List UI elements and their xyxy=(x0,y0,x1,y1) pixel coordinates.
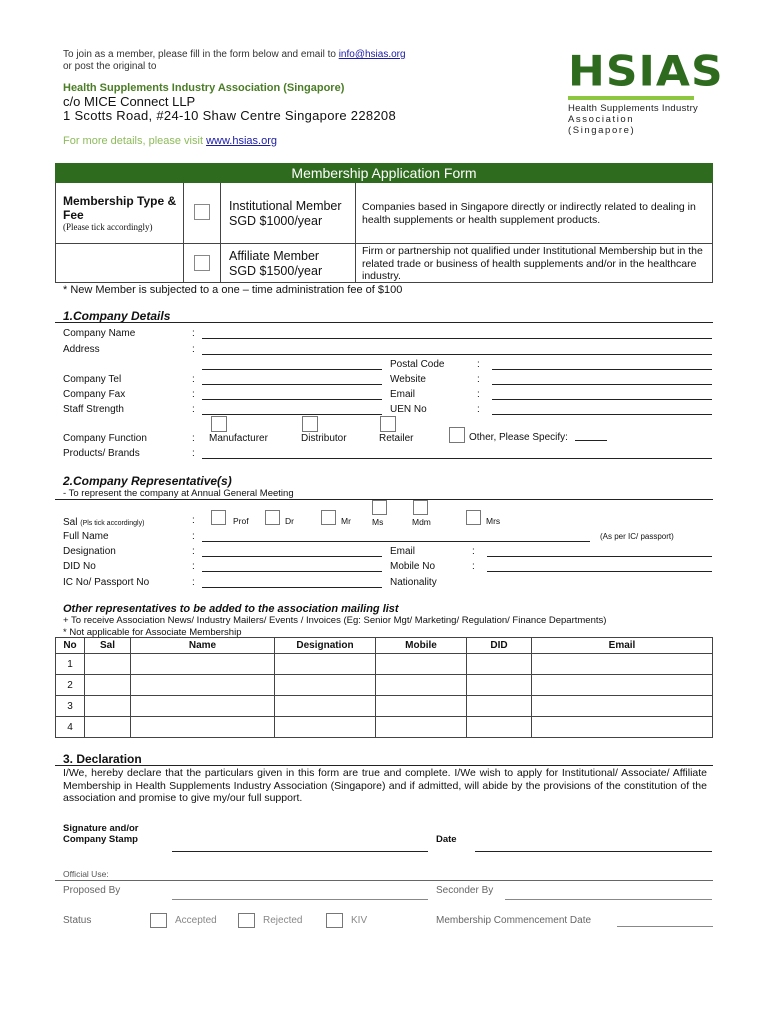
seconder-by-label: Seconder By xyxy=(436,885,494,896)
address-field[interactable] xyxy=(202,354,712,355)
name-cell[interactable] xyxy=(131,696,275,717)
rejected-label: Rejected xyxy=(263,915,303,926)
email-cell[interactable] xyxy=(532,696,713,717)
colon: : xyxy=(472,546,475,557)
retailer-label: Retailer xyxy=(379,433,414,444)
colon: : xyxy=(192,344,195,355)
designation-cell[interactable] xyxy=(275,696,376,717)
nationality-label: Nationality xyxy=(390,577,437,588)
accepted-checkbox[interactable] xyxy=(150,913,167,928)
mrs-label: Mrs xyxy=(486,516,501,526)
details-label: For more details, please visit xyxy=(63,135,203,147)
others-heading: Other representatives to be added to the association mailing list xyxy=(63,603,399,615)
colon: : xyxy=(192,448,195,459)
colon: : xyxy=(192,404,195,415)
membership-col-divider1 xyxy=(183,183,184,283)
dr-label: Dr xyxy=(285,516,294,526)
logo-line1: Health Supplements Industry xyxy=(568,103,699,114)
institutional-desc: Companies based in Singapore directly or indirectly related to dealing in health supplements or health supplement products. xyxy=(362,201,696,226)
seconder-by-field[interactable] xyxy=(505,899,712,900)
signature-field[interactable] xyxy=(172,851,428,852)
ms-label: Ms xyxy=(372,517,384,527)
table-row xyxy=(56,696,713,717)
staff-strength-field[interactable] xyxy=(202,414,382,415)
company-email-field[interactable] xyxy=(492,399,712,400)
manufacturer-label: Manufacturer xyxy=(209,433,268,444)
commencement-label: Membership Commencement Date xyxy=(436,915,592,926)
did-cell[interactable] xyxy=(467,654,532,675)
affiliate-info xyxy=(229,249,322,279)
uen-field[interactable] xyxy=(492,414,712,415)
mr-checkbox[interactable] xyxy=(321,510,336,525)
colon: : xyxy=(472,561,475,572)
manufacturer-checkbox[interactable] xyxy=(211,416,227,432)
email-cell[interactable] xyxy=(532,675,713,696)
other-checkbox[interactable] xyxy=(449,427,465,443)
full-name-label: Full Name xyxy=(63,531,109,542)
ms-checkbox[interactable] xyxy=(372,500,387,515)
sal-cell[interactable] xyxy=(85,675,131,696)
company-fax-label: Company Fax xyxy=(63,389,126,400)
details-text xyxy=(63,135,277,147)
colon: : xyxy=(192,328,195,339)
sal-cell[interactable] xyxy=(85,717,131,738)
sal-note: (Pls tick accordingly) xyxy=(80,520,145,527)
colon: : xyxy=(192,531,195,542)
form-title: Membership Application Form xyxy=(55,163,713,183)
intro-line1: To join as a member, please fill in the form below and email to xyxy=(63,49,336,60)
name-cell[interactable] xyxy=(131,675,275,696)
proposed-by-label: Proposed By xyxy=(63,885,121,896)
website-label: Website xyxy=(390,374,426,385)
website-field[interactable] xyxy=(492,384,712,385)
colon: : xyxy=(192,433,195,444)
membership-tick-note: (Please tick accordingly) xyxy=(63,222,153,232)
company-heading-rule xyxy=(55,322,713,323)
accepted-label: Accepted xyxy=(175,915,217,926)
institutional-checkbox[interactable] xyxy=(194,204,210,220)
row-number: 3 xyxy=(56,696,85,717)
uen-label: UEN No xyxy=(390,404,427,415)
colon: : xyxy=(477,404,480,415)
colon: : xyxy=(477,389,480,400)
other-specify-field[interactable] xyxy=(575,440,607,441)
mdm-checkbox[interactable] xyxy=(413,500,428,515)
staff-strength-label: Staff Strength xyxy=(63,404,124,415)
rep-email-field[interactable] xyxy=(487,556,712,557)
official-use-label: Official Use: xyxy=(63,869,109,879)
col-mobile: Mobile xyxy=(376,638,467,654)
membership-col-divider3 xyxy=(355,183,356,283)
declaration-rule xyxy=(55,765,713,766)
company-tel-field[interactable] xyxy=(202,384,382,385)
full-name-field[interactable] xyxy=(202,541,590,542)
distributor-checkbox[interactable] xyxy=(302,416,318,432)
sal-label xyxy=(63,517,144,528)
distributor-label: Distributor xyxy=(301,433,347,444)
address-line2: 1 Scotts Road, #24-10 Shaw Centre Singapore 228208 xyxy=(63,108,396,123)
address-field-2[interactable] xyxy=(202,369,382,370)
dr-checkbox[interactable] xyxy=(265,510,280,525)
colon: : xyxy=(192,389,195,400)
products-label: Products/ Brands xyxy=(63,448,140,459)
designation-label: Designation xyxy=(63,546,116,557)
institutional-name: Institutional Member xyxy=(229,199,342,213)
email-link[interactable]: info@hsias.org xyxy=(338,49,406,60)
name-cell[interactable] xyxy=(131,654,275,675)
ic-label: IC No/ Passport No xyxy=(63,577,150,588)
company-tel-label: Company Tel xyxy=(63,374,122,385)
colon: : xyxy=(192,561,195,572)
kiv-checkbox[interactable] xyxy=(326,913,343,928)
company-details-heading: 1.Company Details xyxy=(63,309,171,323)
date-label: Date xyxy=(436,834,457,845)
did-cell[interactable] xyxy=(467,696,532,717)
row-number: 4 xyxy=(56,717,85,738)
email-cell[interactable] xyxy=(532,717,713,738)
others-table-header xyxy=(56,638,713,654)
rep-heading: 2.Company Representative(s) xyxy=(63,474,232,488)
mdm-label: Mdm xyxy=(412,517,431,527)
rep-subtitle: - To represent the company at Annual General Meeting xyxy=(63,488,294,499)
company-name-label: Company Name xyxy=(63,328,136,339)
membership-type-label: Membership Type & Fee xyxy=(63,194,177,222)
sal-cell[interactable] xyxy=(85,696,131,717)
logo-line2: Association (Singapore) xyxy=(568,114,636,136)
col-sal: Sal xyxy=(85,638,131,654)
signature-label xyxy=(63,823,138,845)
affiliate-name: Affiliate Member xyxy=(229,249,320,263)
company-email-label: Email xyxy=(390,389,416,400)
mobile-label: Mobile No xyxy=(390,561,436,572)
commencement-field[interactable] xyxy=(617,926,713,927)
mrs-checkbox[interactable] xyxy=(466,510,481,525)
row-number: 1 xyxy=(56,654,85,675)
declaration-text: I/We, hereby declare that the particulars given in this form are true and complete. I/We wish to apply for Institutional/ Associate/ Affiliate Membership in Health Supplements Industry Association (Singapore) and if admitted, will abide by the provisions of the constitution of the association and promise to give my/our full support. xyxy=(63,767,707,804)
designation-cell[interactable] xyxy=(275,717,376,738)
name-cell[interactable] xyxy=(131,717,275,738)
sal-text: Sal xyxy=(63,517,78,528)
table-row xyxy=(56,717,713,738)
prof-checkbox[interactable] xyxy=(211,510,226,525)
retailer-checkbox[interactable] xyxy=(380,416,396,432)
affiliate-checkbox[interactable] xyxy=(194,255,210,271)
intro-line2: or post the original to xyxy=(63,61,157,72)
address-label: Address xyxy=(63,344,100,355)
rep-email-label: Email xyxy=(390,546,416,557)
company-fax-field[interactable] xyxy=(202,399,382,400)
membership-col-divider2 xyxy=(220,183,221,283)
postal-code-label: Postal Code xyxy=(390,359,445,370)
others-note1: + To receive Association News/ Industry Mailers/ Events / Invoices (Eg: Senior Mgt/ Marketing/ Regulation/ Finance Departments) xyxy=(63,615,607,626)
declaration-heading: 3. Declaration xyxy=(63,752,142,766)
sal-cell[interactable] xyxy=(85,654,131,675)
mobile-field[interactable] xyxy=(487,571,712,572)
table-row xyxy=(56,675,713,696)
designation-field[interactable] xyxy=(202,556,382,557)
did-label: DID No xyxy=(63,561,96,572)
mobile-cell[interactable] xyxy=(376,717,467,738)
colon: : xyxy=(477,359,480,370)
col-name: Name xyxy=(131,638,275,654)
date-field[interactable] xyxy=(475,851,712,852)
email-cell[interactable] xyxy=(532,654,713,675)
other-label: Other, Please Specify: xyxy=(469,432,568,443)
mr-label: Mr xyxy=(341,516,351,526)
kiv-label: KIV xyxy=(351,915,368,926)
status-label: Status xyxy=(63,915,92,926)
mobile-cell[interactable] xyxy=(376,696,467,717)
signature-label-line2: Company Stamp xyxy=(63,834,138,845)
hsias-logo xyxy=(568,47,724,136)
affiliate-fee: SGD $1500/year xyxy=(229,264,323,278)
did-cell[interactable] xyxy=(467,675,532,696)
mobile-cell[interactable] xyxy=(376,654,467,675)
colon: : xyxy=(192,374,195,385)
org-name: Health Supplements Industry Association (Singapore) xyxy=(63,82,345,94)
did-field[interactable] xyxy=(202,571,382,572)
company-function-label: Company Function xyxy=(63,433,147,444)
signature-label-line1: Signature and/or xyxy=(63,823,139,834)
logo-acronym: HSIAS xyxy=(568,47,724,96)
admin-fee-note: * New Member is subjected to a one – time administration fee of $100 xyxy=(63,284,403,296)
institutional-fee: SGD $1000/year xyxy=(229,214,323,228)
rejected-checkbox[interactable] xyxy=(238,913,255,928)
ic-note: (As per IC/ passport) xyxy=(600,532,674,541)
proposed-by-field[interactable] xyxy=(172,899,428,900)
col-no: No xyxy=(56,638,85,654)
others-note2: * Not applicable for Associate Membership xyxy=(63,627,242,638)
colon: : xyxy=(192,546,195,557)
col-did: DID xyxy=(467,638,532,654)
affiliate-desc: Firm or partnership not qualified under Institutional Membership but in the related trade or business of health supplements and/or in the healthcare industry. xyxy=(362,245,703,282)
others-table xyxy=(55,637,713,738)
colon: : xyxy=(192,577,195,588)
company-name-field[interactable] xyxy=(202,338,712,339)
postal-code-field[interactable] xyxy=(492,369,712,370)
official-rule xyxy=(55,880,713,881)
col-email: Email xyxy=(532,638,713,654)
col-designation: Designation xyxy=(275,638,376,654)
row-number: 2 xyxy=(56,675,85,696)
colon: : xyxy=(477,374,480,385)
products-field[interactable] xyxy=(202,458,712,459)
did-cell[interactable] xyxy=(467,717,532,738)
designation-cell[interactable] xyxy=(275,675,376,696)
address-line1: c/o MICE Connect LLP xyxy=(63,94,196,109)
website-link[interactable]: www.hsias.org xyxy=(206,135,277,147)
table-row xyxy=(56,654,713,675)
membership-row-divider xyxy=(55,243,713,244)
logo-bar xyxy=(568,96,694,100)
intro-text xyxy=(63,49,406,60)
prof-label: Prof xyxy=(233,516,249,526)
institutional-info xyxy=(229,199,342,229)
ic-field[interactable] xyxy=(202,587,382,588)
designation-cell[interactable] xyxy=(275,654,376,675)
colon: : xyxy=(192,515,195,526)
mobile-cell[interactable] xyxy=(376,675,467,696)
